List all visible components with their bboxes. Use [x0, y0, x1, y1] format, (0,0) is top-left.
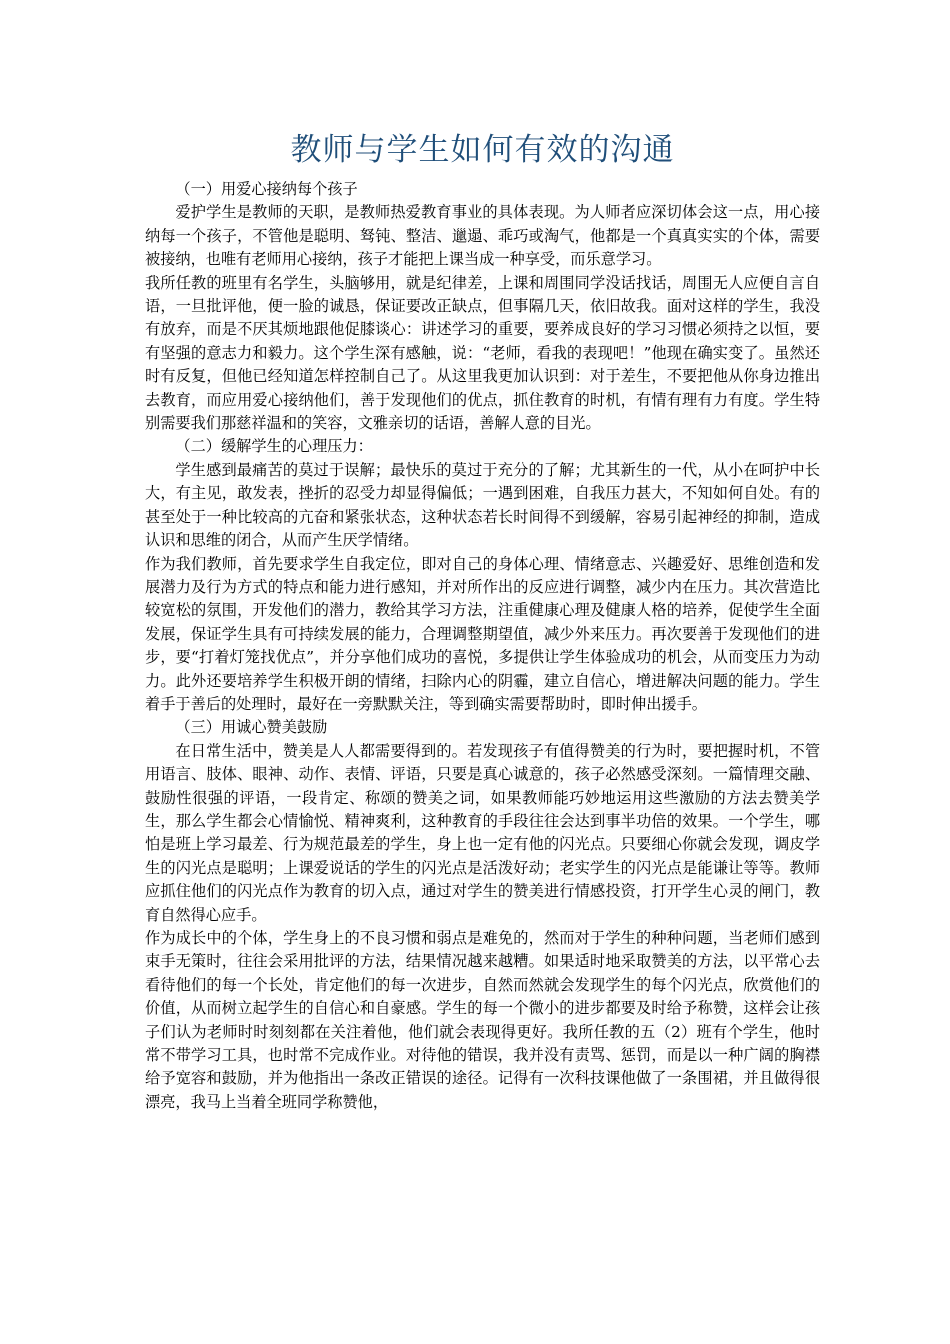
section-heading-2: （二）缓解学生的心理压力：: [175, 437, 373, 456]
paragraph: 爱护学生是教师的天职，是教师热爱教育事业的具体表现。为人师者应深切体会这一点，用心接纳每一个孩子，不管他是聪明、驽钝、整洁、邋遢、乖巧或淘气，他都是一个真真实实的个体，需要被接纳，也唯有老师用心接纳，孩子才能把上课当成一种享受，而乐意学习。: [145, 203, 820, 269]
document-title: 教师与学生如何有效的沟通: [290, 132, 675, 168]
paragraph: 在日常生活中，赞美是人人都需要得到的。若发现孩子有值得赞美的行为时，要把握时机，不管用语言、肢体、眼神、动作、表情、评语，只要是真心诚意的，孩子必然感受深刻。一篇情理交融、鼓励性很强的评语，一段肯定、称颂的赞美之词，如果教师能巧妙地运用这些激励的方法去赞美学生，那么学生都会心情愉悦、精神爽利，这种教育的手段往往会达到事半功倍的效果。一个学生，哪怕是班上学习最差、行为规范最差的学生，身上也一定有他的闪光点。只要细心你就会发现，调皮学生的闪光点是聪明；上课爱说话的学生的闪光点是活泼好动；老实学生的闪光点是能谦让等等。教师应抓住他们的闪光点作为教育的切入点，通过对学生的赞美进行情感投资，打开学生心灵的闸门，教育自然得心应手。: [145, 741, 820, 924]
document-page: [145, 128, 820, 1114]
section-heading-3: （三）用诚心赞美鼓励: [175, 718, 328, 737]
paragraph: 作为成长中的个体，学生身上的不良习惯和弱点是难免的，然而对于学生的种种问题，当老师们感到束手无策时，往往会采用批评的方法，结果情况越来越糟。如果适时地采取赞美的方法，以平常心去看待他们的每一个长处，肯定他们的每一次进步，自然而然就会发现学生的每个闪光点，欣赏他们的价值，从而树立起学生的自信心和自豪感。学生的每一个微小的进步都要及时给予称赞，这样会让孩子们认为老师时时刻刻都在关注着他，他们就会表现得更好。我所任教的五（2）班有个学生，他时常不带学习工具，也时常不完成作业。对待他的错误，我并没有责骂、惩罚，而是以一种广阔的胸襟给予宽容和鼓励，并为他指出一条改正错误的途径。记得有一次科技课他做了一条围裙，并且做得很漂亮，我马上当着全班同学称赞他，: [145, 929, 820, 1111]
paragraph: 作为我们教师，首先要求学生自我定位，即对自己的身体心理、情绪意志、兴趣爱好、思维创造和发展潜力及行为方式的特点和能力进行感知，并对所作出的反应进行调整，减少内在压力。其次营造比较宽松的氛围，开发他们的潜力，教给其学习方法，注重健康心理及健康人格的培养，促使学生全面发展，保证学生具有可持续发展的能力，合理调整期望值，减少外来压力。再次要善于发现他们的进步，要“打着灯笼找优点”，并分享他们成功的喜悦，多提供让学生体验成功的机会，从而变压力为动力。此外还要培养学生积极开朗的情绪，扫除内心的阴霾，建立自信心，增进解决问题的能力。学生着手于善后的处理时，最好在一旁默默关注，等到确实需要帮助时，即时伸出援手。: [145, 554, 820, 713]
section-heading-1: （一）用爱心接纳每个孩子: [175, 180, 358, 198]
paragraph: 学生感到最痛苦的莫过于误解；最快乐的莫过于充分的了解；尤其新生的一代，从小在呵护中长大，有主见，敢发表，挫折的忍受力却显得偏低；一遇到困难，自我压力甚大，不知如何自处。有的甚至处于一种比较高的亢奋和紧张状态，这种状态若长时间得不到缓解，容易引起神经的抑制，造成认识和思维的闭合，从而产生厌学情绪。: [145, 460, 820, 550]
paragraph: 我所任教的班里有名学生，头脑够用，就是纪律差，上课和周围同学没话找话，周围无人应便自言自语，一旦批评他，便一脸的诚恳，保证要改正缺点，但事隔几天，依旧故我。面对这样的学生，我没有放弃，而是不厌其烦地跟他促膝谈心：讲述学习的重要，要养成良好的学习习惯必须持之以恒，要有坚强的意志力和毅力。这个学生深有感触，说：“老师，看我的表现吧！”他现在确实变了。虽然还时有反复，但他已经知道怎样控制自己了。从这里我更加认识到：对于差生，不要把他从你身边推出去教育，而应用爱心接纳他们，善于发现他们的优点，抓住教育的时机，有情有理有力有度。学生特别需要我们那慈祥温和的笑容，文雅亲切的话语，善解人意的目光。: [145, 273, 820, 433]
